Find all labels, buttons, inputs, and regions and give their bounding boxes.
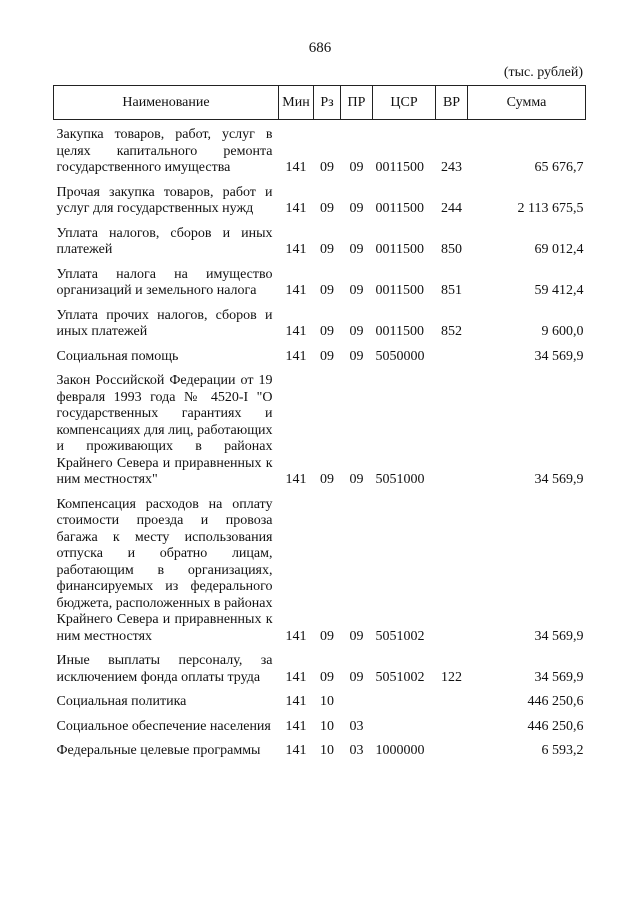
row-sum: 34 569,9 <box>534 472 584 487</box>
header-rz: Рз <box>314 86 341 120</box>
row-pr <box>341 694 373 719</box>
row-sum: 446 250,6 <box>527 718 584 734</box>
row-vr <box>436 349 468 374</box>
row-vr <box>436 719 468 744</box>
table-body <box>54 120 586 768</box>
table-row <box>54 267 586 308</box>
row-vr: 851 <box>441 283 462 298</box>
row-name: Компенсация расходов на оплату стоимости проезда и провоза багажа к месту использования отпуска и обратно лицам, работающим в организациях, финансируемых из федерального бюджета, расположенных в районах Крайнего Севера и приравненных к ним местностях <box>56 496 273 644</box>
row-csr: 0011500 <box>375 242 424 257</box>
row-sum: 446 250,6 <box>527 694 584 709</box>
row-vr <box>436 497 468 654</box>
row-min: 141 <box>285 669 307 685</box>
table-header <box>54 86 586 120</box>
row-min: 141 <box>285 160 307 175</box>
row-csr: 5051002 <box>375 628 425 644</box>
header-name: Наименование <box>54 86 279 120</box>
row-csr: 0011500 <box>375 160 424 175</box>
table-row <box>54 497 586 654</box>
row-vr: 850 <box>441 242 462 257</box>
table-row <box>54 120 586 185</box>
row-name: Уплата налога на имущество организаций и земельного налога <box>56 266 273 298</box>
table-row <box>54 185 586 226</box>
row-vr: 243 <box>441 160 462 175</box>
row-pr: 09 <box>349 283 364 298</box>
row-pr: 09 <box>349 242 364 257</box>
row-vr: 122 <box>441 669 462 685</box>
row-csr: 5051002 <box>375 669 425 685</box>
header-sum: Сумма <box>468 86 586 120</box>
row-min: 141 <box>285 472 307 487</box>
row-rz: 09 <box>320 160 334 175</box>
row-min: 141 <box>285 324 307 339</box>
header-vr: ВР <box>436 86 468 120</box>
row-name: Закон Российской Федерации от 19 февраля 1993 года № 4520-I "О государственных гарантиях и компенсациях для лиц, работающих и проживающих в районах Крайнего Севера и приравненных к ним местностях" <box>56 373 273 487</box>
row-pr: 09 <box>349 628 364 644</box>
header-csr: ЦСР <box>373 86 436 120</box>
unit-note: (тыс. рублей) <box>503 65 583 80</box>
row-csr: 1000000 <box>375 743 425 758</box>
row-name: Уплата прочих налогов, сборов и иных платежей <box>56 307 273 339</box>
row-min: 141 <box>285 694 307 709</box>
row-rz: 09 <box>320 669 334 685</box>
header-min: Мин <box>279 86 314 120</box>
row-min: 141 <box>285 743 307 758</box>
row-rz: 10 <box>320 694 334 709</box>
row-name: Социальная помощь <box>56 348 179 364</box>
row-vr <box>436 743 468 768</box>
row-csr: 0011500 <box>375 283 424 298</box>
row-csr <box>373 694 436 719</box>
row-sum: 34 569,9 <box>534 669 584 685</box>
row-sum: 2 113 675,5 <box>517 201 584 216</box>
row-min: 141 <box>285 283 307 298</box>
row-sum: 34 569,9 <box>534 628 584 644</box>
row-rz: 10 <box>320 743 334 758</box>
page-number: 686 <box>308 40 332 56</box>
row-sum: 34 569,9 <box>534 348 584 364</box>
row-sum: 9 600,0 <box>541 324 584 339</box>
row-sum: 69 012,4 <box>534 242 584 257</box>
row-min: 141 <box>285 628 307 644</box>
table-row <box>54 653 586 694</box>
table-row <box>54 226 586 267</box>
row-pr: 09 <box>349 160 364 175</box>
row-rz: 09 <box>320 201 334 216</box>
row-name: Федеральные целевые программы <box>56 743 261 758</box>
row-rz: 09 <box>320 324 334 339</box>
row-pr: 03 <box>349 743 364 758</box>
row-vr: 852 <box>441 324 462 339</box>
row-min: 141 <box>285 201 307 216</box>
table-row <box>54 743 586 768</box>
table-row <box>54 373 586 497</box>
row-name: Социальное обеспечение населения <box>56 718 271 734</box>
table-row <box>54 719 586 744</box>
row-name: Закупка товаров, работ, услуг в целях капитального ремонта государственного имущества <box>56 127 273 175</box>
row-vr: 244 <box>441 201 462 216</box>
table-row <box>54 349 586 374</box>
row-pr: 09 <box>349 472 364 487</box>
row-name: Уплата налогов, сборов и иных платежей <box>56 225 273 257</box>
table-row <box>54 694 586 719</box>
row-vr <box>436 694 468 719</box>
row-pr: 09 <box>349 201 364 216</box>
row-pr: 03 <box>349 718 364 734</box>
row-pr: 09 <box>349 348 364 364</box>
row-name: Социальная политика <box>56 694 187 709</box>
row-csr <box>373 719 436 744</box>
row-rz: 09 <box>320 628 334 644</box>
row-name: Иные выплаты персоналу, за исключением фонда оплаты труда <box>56 653 273 685</box>
row-csr: 5050000 <box>375 348 425 364</box>
header-pr: ПР <box>341 86 373 120</box>
row-sum: 6 593,2 <box>541 743 584 758</box>
row-csr: 0011500 <box>375 201 424 216</box>
row-pr: 09 <box>349 669 364 685</box>
budget-table <box>53 85 586 768</box>
row-sum: 65 676,7 <box>534 160 584 175</box>
row-name: Прочая закупка товаров, работ и услуг для государственных нужд <box>56 184 273 216</box>
row-csr: 0011500 <box>375 324 424 339</box>
row-rz: 10 <box>320 718 334 734</box>
row-csr: 5051000 <box>375 472 425 487</box>
row-min: 141 <box>285 718 307 734</box>
row-rz: 09 <box>320 348 334 364</box>
row-rz: 09 <box>320 242 334 257</box>
row-min: 141 <box>285 242 307 257</box>
row-rz: 09 <box>320 283 334 298</box>
row-pr: 09 <box>349 324 364 339</box>
row-vr <box>436 373 468 497</box>
table-row <box>54 308 586 349</box>
row-rz: 09 <box>320 472 334 487</box>
row-sum: 59 412,4 <box>534 283 584 298</box>
row-min: 141 <box>285 348 307 364</box>
